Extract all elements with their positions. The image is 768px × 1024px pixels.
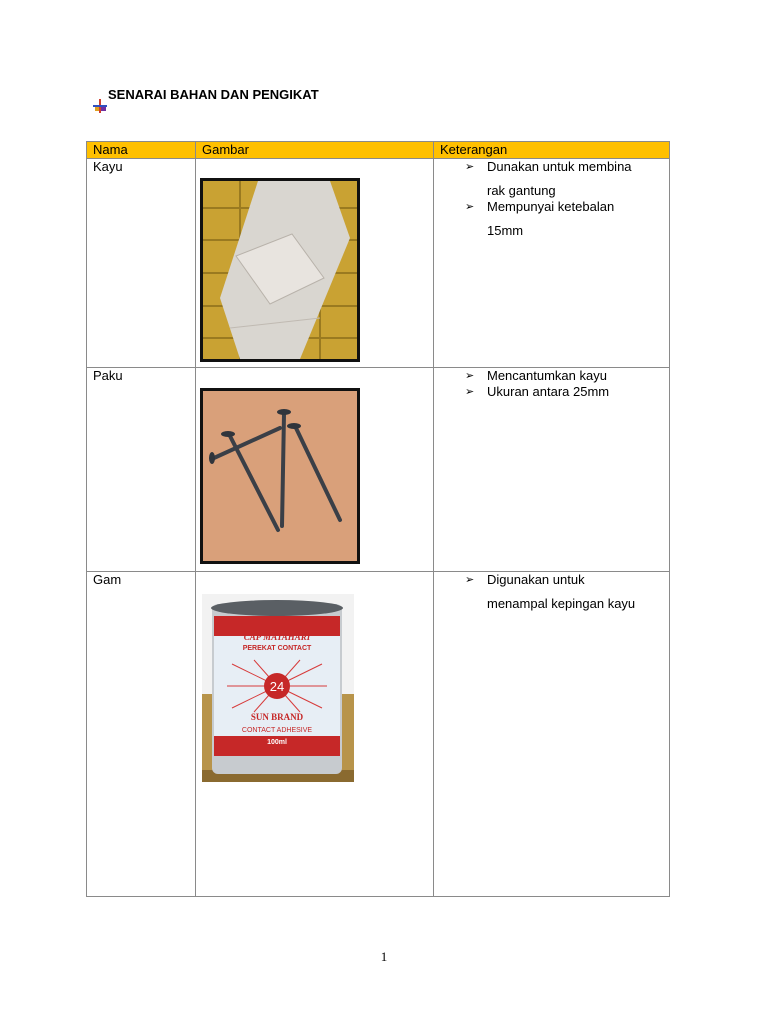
row-name: Gam — [87, 572, 196, 897]
notes-list — [440, 159, 669, 239]
picture-cell — [196, 368, 434, 572]
materials-table — [86, 141, 670, 897]
picture-cell — [196, 572, 434, 897]
notes-cell — [434, 159, 670, 368]
list-item: ➢ Dunakan untuk membina rak gantung — [465, 159, 632, 198]
header-nama: Nama — [87, 142, 196, 159]
arrowhead-bullet-icon: ➢ — [465, 370, 475, 382]
arrowhead-bullet-icon: ➢ — [465, 161, 475, 173]
can-brand-top: CAP MATAHARI — [243, 632, 311, 642]
list-item: ➢ Mencantumkan kayu — [465, 368, 607, 383]
can-subtitle: PEREKAT CONTACT — [242, 645, 312, 652]
can-volume: 100ml — [267, 739, 287, 746]
notes-cell — [434, 368, 670, 572]
cross-marker-icon — [92, 98, 108, 114]
picture-cell — [196, 159, 434, 368]
header-gambar: Gambar — [196, 142, 434, 159]
arrowhead-bullet-icon: ➢ — [465, 386, 475, 398]
table-header-row — [87, 142, 670, 159]
notes-list — [440, 368, 669, 400]
glue-can-photo — [202, 594, 354, 782]
can-number: 24 — [269, 679, 285, 694]
table-row — [87, 368, 670, 572]
arrowhead-bullet-icon: ➢ — [465, 574, 475, 586]
document-title: SENARAI BAHAN DAN PENGIKAT — [108, 87, 319, 102]
notes-list — [440, 572, 669, 612]
row-name: Paku — [87, 368, 196, 572]
can-brand: SUN BRAND — [250, 712, 304, 722]
nails-photo — [200, 388, 360, 564]
wood-boards-photo — [200, 178, 360, 362]
notes-cell — [434, 572, 670, 897]
table-row — [87, 572, 670, 897]
table-row — [87, 159, 670, 368]
row-name: Kayu — [87, 159, 196, 368]
page-number: 1 — [380, 949, 388, 964]
list-item: ➢ Ukuran antara 25mm — [465, 384, 610, 399]
arrowhead-bullet-icon: ➢ — [465, 201, 475, 213]
header-keterangan: Keterangan — [434, 142, 670, 159]
list-item: ➢ Mempunyai ketebalan 15mm — [465, 199, 615, 238]
list-item: ➢ Digunakan untuk menampal kepingan kayu — [465, 572, 636, 611]
can-product: CONTACT ADHESIVE — [241, 727, 313, 734]
